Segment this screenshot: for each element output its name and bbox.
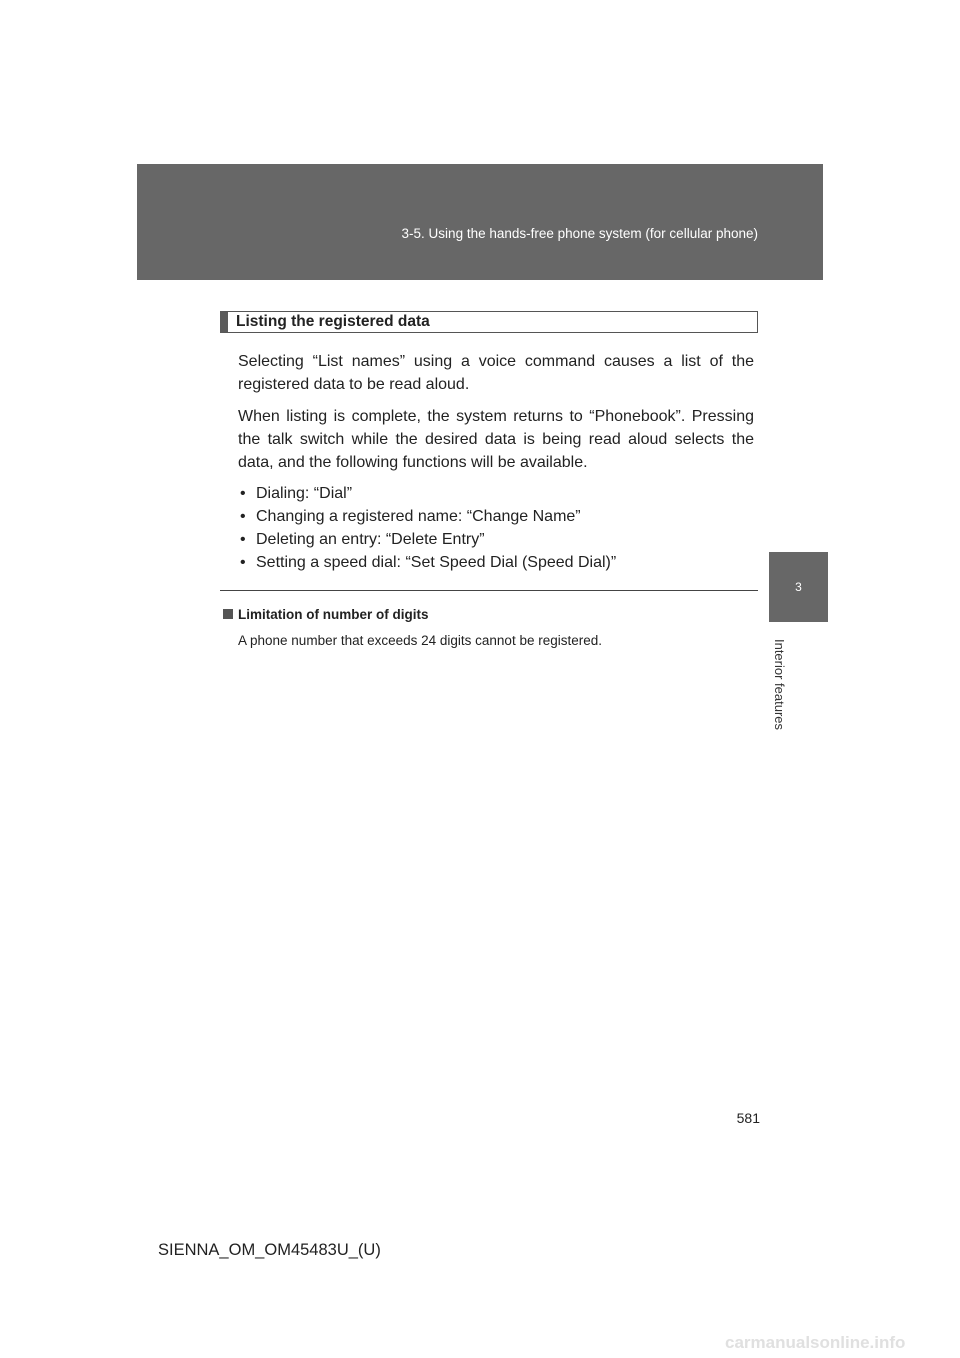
chapter-label-container bbox=[768, 629, 792, 739]
page-number: 581 bbox=[736, 1110, 760, 1126]
note-heading bbox=[223, 607, 428, 622]
function-list bbox=[238, 482, 754, 574]
list-item-text: Deleting an entry: “Delete Entry” bbox=[256, 531, 485, 548]
bullet-icon: • bbox=[240, 554, 246, 571]
watermark: carmanualsonline.info bbox=[725, 1333, 906, 1352]
header-title: 3-5. Using the hands-free phone system (for cellular phone) bbox=[401, 226, 758, 241]
list-item bbox=[238, 482, 754, 505]
list-item bbox=[238, 505, 754, 528]
chapter-tab bbox=[769, 552, 828, 622]
header-band bbox=[137, 164, 823, 280]
chapter-label: Interior features bbox=[772, 638, 788, 730]
section-heading: Listing the registered data bbox=[220, 311, 758, 333]
section-paragraph-1: Selecting “List names” using a voice command causes a list of the registered data to be read aloud. bbox=[238, 353, 754, 393]
list-item bbox=[238, 528, 754, 551]
square-bullet-icon bbox=[223, 609, 233, 619]
note-title: Limitation of number of digits bbox=[238, 607, 429, 622]
list-item bbox=[238, 551, 754, 574]
document-id: SIENNA_OM_OM45483U_(U) bbox=[158, 1241, 381, 1259]
list-item-text: Setting a speed dial: “Set Speed Dial (Speed Dial)” bbox=[256, 554, 617, 571]
bullet-icon: • bbox=[240, 485, 246, 502]
chapter-number: 3 bbox=[795, 580, 802, 594]
bullet-icon: • bbox=[240, 531, 246, 548]
bullet-icon: • bbox=[240, 508, 246, 525]
section-divider bbox=[220, 590, 758, 591]
list-item-text: Dialing: “Dial” bbox=[256, 485, 353, 502]
note-text: A phone number that exceeds 24 digits cannot be registered. bbox=[238, 633, 602, 648]
section-paragraph-2: When listing is complete, the system returns to “Phonebook”. Pressing the talk switch while the desired data is being read aloud selects the data, and the following functions will be available. bbox=[238, 408, 754, 471]
list-item-text: Changing a registered name: “Change Name” bbox=[256, 508, 581, 525]
